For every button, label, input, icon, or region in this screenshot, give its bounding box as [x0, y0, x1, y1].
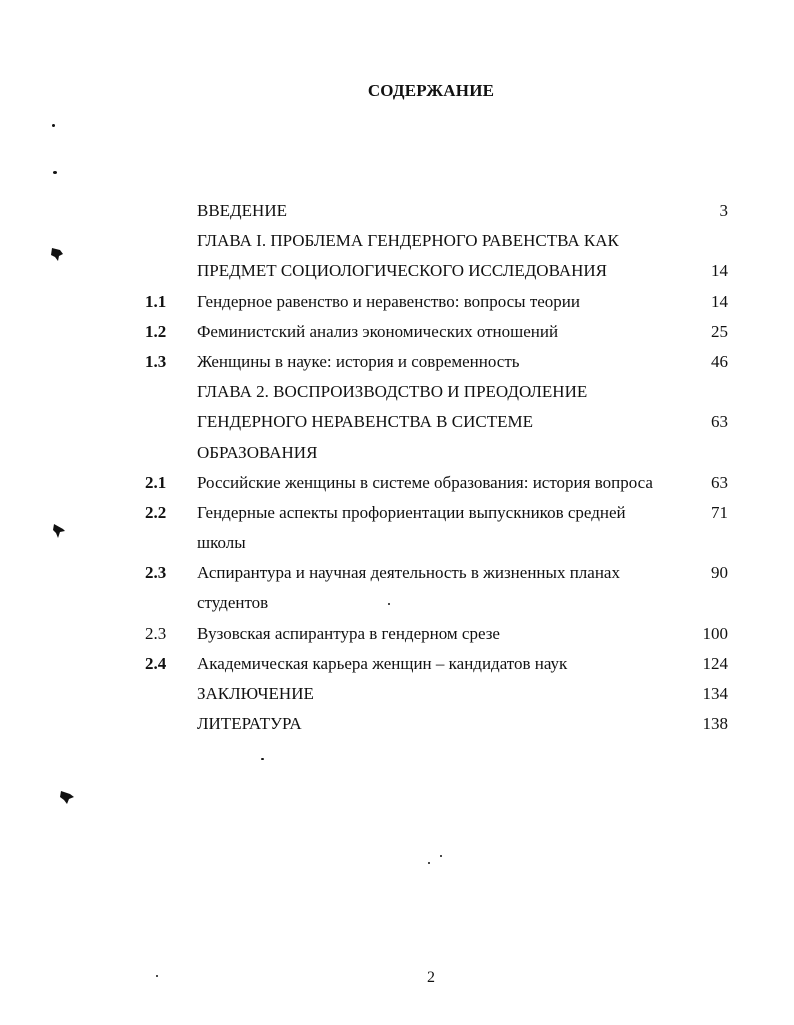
toc-entry-title: Феминистский анализ экономических отношений: [197, 321, 559, 341]
toc-entry-number: 2.2: [145, 502, 167, 522]
toc-entry-page: 14: [711, 261, 728, 281]
toc-entry-title: школы: [197, 533, 246, 553]
toc-entry: [0, 709, 794, 739]
toc-entry-title: Российские женщины в системе образования: история вопроса: [197, 472, 653, 492]
toc-entry-page: 63: [711, 472, 728, 492]
toc-entry: [0, 256, 794, 286]
toc-entry-title: Академическая карьера женщин – кандидатов наук: [197, 653, 568, 673]
scan-speck: [428, 862, 430, 864]
scan-speck: [53, 171, 57, 174]
toc-entry-title: ГЛАВА I. ПРОБЛЕМА ГЕНДЕРНОГО РАВЕНСТВА КАК: [197, 231, 619, 251]
toc-entry: [0, 438, 794, 468]
toc-entry-title: Женщины в науке: история и современность: [197, 351, 520, 371]
scan-speck: [440, 855, 442, 857]
scan-speck: [261, 758, 264, 760]
page-number: 2: [427, 969, 435, 986]
toc-entry-title: Гендерные аспекты профориентации выпускников средней: [197, 502, 626, 522]
toc-entry-title: ОБРАЗОВАНИЯ: [197, 442, 318, 462]
toc-entry-title: ЛИТЕРАТУРА: [197, 714, 302, 734]
toc-entry-page: 100: [702, 623, 728, 643]
toc-entry: [0, 619, 794, 649]
toc-entry-title: ГЛАВА 2. ВОСПРОИЗВОДСТВО И ПРЕОДОЛЕНИЕ: [197, 382, 588, 402]
toc-entry: [0, 407, 794, 437]
toc-entry-title: ПРЕДМЕТ СОЦИОЛОГИЧЕСКОГО ИССЛЕДОВАНИЯ: [197, 261, 608, 281]
toc-entry-title: ГЕНДЕРНОГО НЕРАВЕНСТВА В СИСТЕМЕ: [197, 412, 533, 432]
toc-entry: [0, 588, 794, 618]
table-of-contents: [0, 196, 794, 739]
toc-entry-number: 1.3: [145, 351, 167, 371]
toc-entry-title: ВВЕДЕНИЕ: [197, 201, 287, 220]
scan-speck: [52, 124, 55, 127]
toc-entry-number: 2.4: [145, 653, 167, 673]
toc-entry: [0, 317, 794, 347]
toc-entry-number: 2.3: [145, 563, 167, 583]
toc-entry-title: Гендерное равенство и неравенство: вопросы теории: [197, 291, 581, 311]
toc-entry-number: 2.1: [145, 472, 167, 492]
toc-entry: [0, 528, 794, 558]
toc-entry: [0, 649, 794, 679]
toc-entry: [0, 498, 794, 528]
toc-entry-page: 138: [702, 714, 728, 734]
toc-entry-page: 14: [711, 291, 728, 311]
toc-entry-title: Вузовская аспирантура в гендерном срезе: [197, 623, 500, 643]
toc-entry-title: ЗАКЛЮЧЕНИЕ: [197, 684, 314, 703]
toc-entry-page: 134: [702, 684, 728, 703]
toc-entry-page: 71: [711, 502, 728, 522]
toc-entry: [0, 226, 794, 256]
toc-entry-page: 90: [711, 563, 728, 583]
toc-entry: [0, 468, 794, 498]
toc-entry-page: 3: [719, 201, 728, 220]
toc-entry-page: 25: [711, 321, 728, 341]
toc-entry-title: Аспирантура и научная деятельность в жизненных планах: [197, 563, 620, 583]
toc-entry-title: студентов: [197, 593, 269, 613]
toc-entry: [0, 558, 794, 588]
toc-entry: [0, 287, 794, 317]
toc-entry-number: 1.1: [145, 291, 167, 311]
toc-entry: [0, 347, 794, 377]
page-title: СОДЕРЖАНИЕ: [367, 81, 495, 100]
toc-entry-page: 46: [711, 351, 728, 371]
toc-entry-number: 2.3: [145, 623, 167, 643]
toc-entry: [0, 679, 794, 709]
toc-entry: [0, 196, 794, 226]
toc-entry: [0, 377, 794, 407]
toc-entry-number: 1.2: [145, 321, 167, 341]
scan-blot: [59, 789, 75, 805]
toc-entry-page: 63: [711, 412, 728, 432]
toc-entry-page: 124: [702, 653, 728, 673]
